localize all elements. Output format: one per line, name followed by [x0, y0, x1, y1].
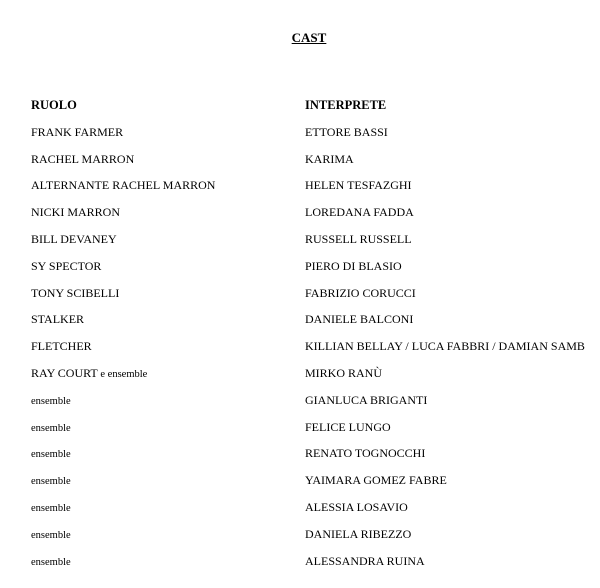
role-name: FLETCHER: [31, 339, 92, 354]
table-header-row: [31, 97, 600, 124]
role-cell: [31, 285, 119, 303]
actor-cell: KILLIAN BELLAY / LUCA FABBRI / DAMIAN SAMB: [305, 339, 585, 354]
role-cell: [31, 258, 101, 276]
table-row: [31, 311, 600, 338]
table-row: [31, 499, 600, 526]
role-cell: [31, 526, 71, 544]
actor-cell: RENATO TOGNOCCHI: [305, 446, 426, 461]
actor-cell: PIERO DI BLASIO: [305, 258, 402, 273]
actor-cell: RUSSELL RUSSELL: [305, 231, 412, 246]
table-row: [31, 526, 600, 553]
actor-cell: ALESSANDRA RUINA: [305, 553, 425, 568]
role-cell: [31, 231, 117, 249]
role-cell: [31, 419, 71, 437]
actor-cell: FELICE LUNGO: [305, 419, 391, 434]
actor-cell: ETTORE BASSI: [305, 124, 388, 139]
role-cell: [31, 392, 71, 410]
table-row: [31, 472, 600, 499]
table-row: [31, 365, 600, 392]
role-cell: [31, 365, 147, 383]
role-name: RAY COURT: [31, 365, 98, 380]
role-name: NICKI MARRON: [31, 205, 121, 220]
role-name: FRANK FARMER: [31, 124, 124, 139]
table-row: [31, 285, 600, 312]
table-row: [31, 124, 600, 151]
role-suffix: ensemble: [31, 502, 71, 514]
cast-table: [31, 97, 600, 579]
role-suffix: ensemble: [31, 449, 71, 461]
role-cell: [31, 472, 71, 490]
actor-cell: KARIMA: [305, 151, 354, 166]
role-cell: [31, 338, 92, 356]
role-cell: [31, 204, 120, 222]
header-actor: INTERPRETE: [305, 98, 387, 112]
actor-cell: MIRKO RANÙ: [305, 365, 383, 380]
table-row: [31, 204, 600, 231]
role-cell: [31, 499, 71, 517]
role-name: RACHEL MARRON: [31, 151, 135, 166]
table-row: [31, 338, 600, 365]
role-suffix: ensemble: [31, 556, 71, 568]
role-suffix: ensemble: [31, 529, 71, 541]
table-row: [31, 177, 600, 204]
role-suffix: ensemble: [31, 422, 71, 434]
role-cell: [31, 177, 215, 195]
table-row: [31, 553, 600, 580]
table-row: [31, 151, 600, 178]
role-cell: [31, 553, 71, 571]
role-name: STALKER: [31, 312, 85, 327]
table-row: [31, 419, 600, 446]
role-cell: [31, 445, 71, 463]
table-row: [31, 445, 600, 472]
role-cell: [31, 311, 84, 329]
actor-cell: ALESSIA LOSAVIO: [305, 499, 408, 514]
actor-cell: YAIMARA GOMEZ FABRE: [305, 473, 447, 488]
table-row: [31, 392, 600, 419]
role-name: TONY SCIBELLI: [31, 285, 120, 300]
role-cell: [31, 151, 134, 169]
actor-cell: FABRIZIO CORUCCI: [305, 285, 416, 300]
actor-cell: DANIELE BALCONI: [305, 312, 414, 327]
actor-cell: HELEN TESFAZGHI: [305, 178, 412, 193]
table-row: [31, 258, 600, 285]
role-name: ALTERNANTE RACHEL MARRON: [31, 178, 216, 193]
role-cell: [31, 124, 123, 142]
document-title: CAST: [291, 30, 327, 45]
actor-cell: LOREDANA FADDA: [305, 205, 414, 220]
table-row: [31, 231, 600, 258]
role-suffix: e ensemble: [97, 368, 148, 380]
role-name: BILL DEVANEY: [31, 231, 117, 246]
role-suffix: ensemble: [31, 476, 71, 488]
actor-cell: GIANLUCA BRIGANTI: [305, 392, 428, 407]
role-name: SY SPECTOR: [31, 258, 102, 273]
header-role: RUOLO: [31, 98, 77, 112]
role-suffix: ensemble: [31, 395, 71, 407]
actor-cell: DANIELA RIBEZZO: [305, 526, 412, 541]
cast-rows: [31, 124, 600, 580]
